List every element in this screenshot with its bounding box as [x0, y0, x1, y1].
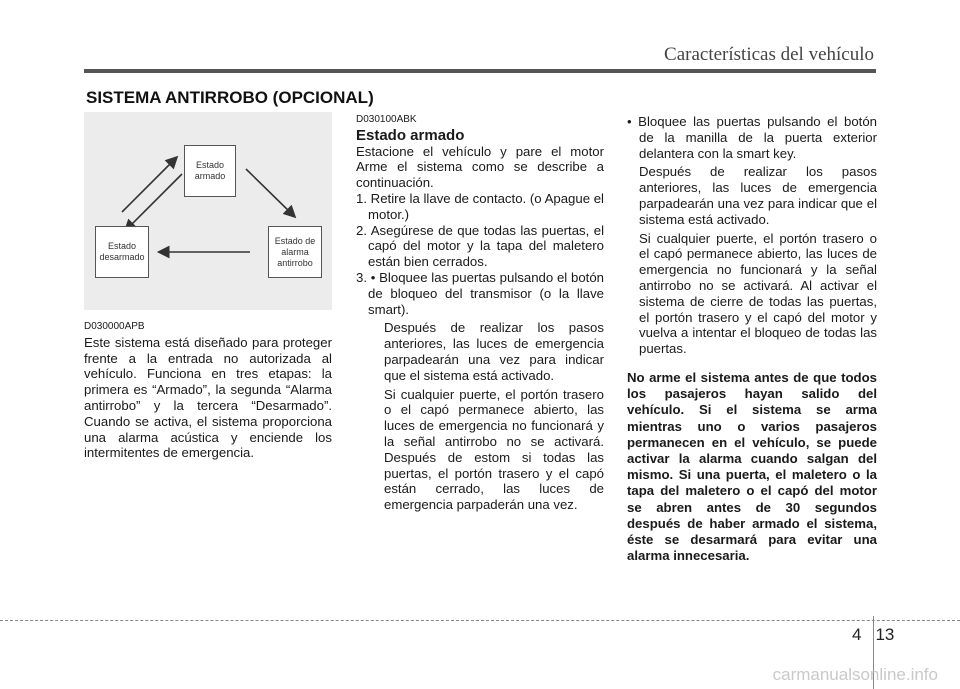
box-alarm: Estado de alarma antirrobo: [268, 226, 322, 278]
bullet-note-2: Si cualquier puerte, el portón trasero o el capó permanece abierto, las luces de emergencia no funcionará y la señal antirrobo no se activará. Al activar el sistema de cierre de todas las puertas, el portón trasero y el capó del motor y vuelva a intentar el bloqueo de todas las puertas.: [639, 230, 877, 357]
section-title: SISTEMA ANTIRROBO (OPCIONAL): [86, 88, 374, 107]
armed-heading: Estado armado: [356, 126, 465, 144]
watermark: carmanualsonline.info: [772, 665, 938, 684]
header-title: Características del vehículo: [664, 44, 874, 65]
footer-rule: [0, 620, 960, 621]
armed-intro: Estacione el vehículo y pare el motor Arme el sistema como se describe a continuación.: [356, 143, 604, 191]
intro-paragraph: Este sistema está diseñado para proteger frente a la entrada no autorizada al vehículo. Funciona en tres etapas: la primera es “Armado”, la segunda “Alarma antirrobo” y la tercera “Desarmado”. Cuando se activa, el sistema proporciona una alarma acústica y enciende los intermitentes de emergencia.: [84, 334, 332, 461]
code-label: D030100ABK: [356, 114, 417, 125]
header-rule: [84, 69, 876, 73]
page-number: [852, 625, 894, 645]
state-diagram: [84, 112, 332, 310]
page-number-value: 13: [875, 625, 895, 644]
bullet-note-1: Después de realizar los pasos anteriores, las luces de emergencia parpadearán una vez para indicar que el sistema está activado.: [639, 164, 877, 227]
step-1: 1. Retire la llave de contacto. (o Apague el motor.): [356, 190, 604, 222]
step-2: 2. Asegúrese de que todas las puertas, el capó del motor y la tapa del maletero están bien cerrados.: [356, 222, 604, 270]
box-disarmed: Estado desarmado: [95, 226, 149, 278]
column-3: [627, 114, 877, 564]
box-armed: Estado armado: [184, 145, 236, 197]
diagram-arrows: [84, 112, 332, 310]
step-3: 3. • Bloquee las puertas pulsando el botón de bloqueo del transmisor (o la llave smart).: [356, 269, 604, 317]
warning-note: No arme el sistema antes de que todos los pasajeros hayan salido del vehículo. Si el sistema se arma mientras uno o varios pasajeros permanecen en el vehículo, se puede activar la alarma cuando salgan del mismo. Si una puerta, el maletero o la tapa del maletero o el capó del motor se abren antes de 30 segundos después de haber armado el sistema, éste se desarmará para evitar una alarma innecesaria.: [627, 369, 877, 564]
arrow-armed-to-disarmed: [126, 174, 182, 230]
chapter-number: 4: [852, 625, 862, 644]
column-1: [84, 319, 332, 461]
arrow-armed-to-alarm: [246, 169, 294, 216]
bullet-smart-key: • Bloquee las puertas pulsando el botón de la manilla de la puerta exterior delantera con la smart key.: [627, 114, 877, 161]
column-2: [356, 112, 604, 513]
step-3-note-2: Si cualquier puerte, el portón trasero o el capó permanece abierto, las luces de emergencia no funcionará y la señal antirrobo no se activará. Después de estom si todas las puertas, el portón trasero y el capó están cerrado, las luces de emergencia parpaderán una vez.: [384, 386, 604, 513]
step-3-note-1: Después de realizar los pasos anteriores, las luces de emergencia parpadearán una vez para indicar que el sistema está activado.: [384, 320, 604, 383]
arrow-disarmed-to-armed: [122, 158, 176, 212]
code-label: D030000APB: [84, 321, 145, 332]
